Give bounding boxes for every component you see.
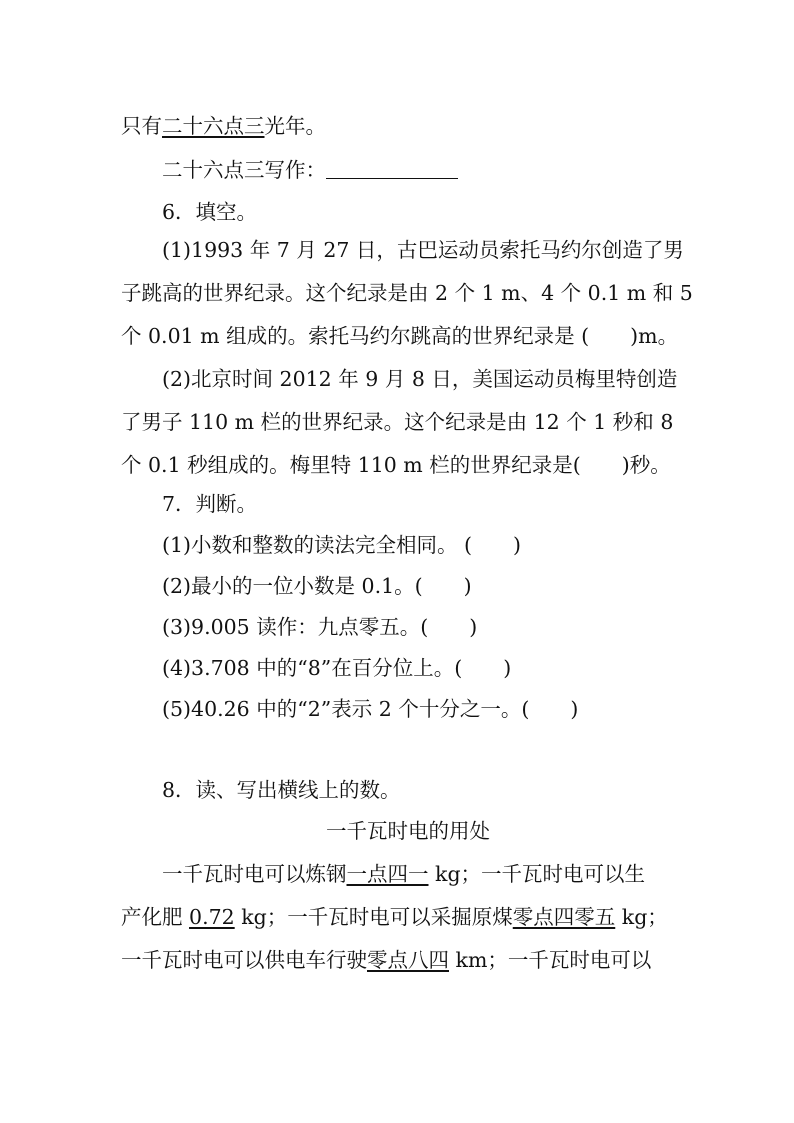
q7-item-2: (2)最小的一位小数是 0.1。( ) [162, 574, 472, 598]
q6-2-line-2: 了男子 110 m 栏的世界纪录。这个纪录是由 12 个 1 秒和 8 [121, 410, 674, 434]
passage-heading: 一千瓦时电的用处 [326, 819, 490, 843]
q6-1-line-2: 子跳高的世界纪录。这个纪录是由 2 个 1 m、4 个 0.1 m 和 5 [121, 281, 693, 305]
underlined-number: 0.72 [189, 905, 235, 929]
passage-line-3: 一千瓦时电可以供电车行驶零点八四 km；一千瓦时电可以 [121, 948, 652, 972]
q6-1-line-3: 个 0.01 m 组成的。索托马约尔跳高的世界纪录是 ( )m。 [121, 324, 679, 348]
q7-item-3: (3)9.005 读作：九点零五。( ) [162, 615, 478, 639]
q6-2-line-1: (2)北京时间 2012 年 9 月 8 日，美国运动员梅里特创造 [162, 367, 678, 391]
underlined-number: 零点四零五 [512, 905, 616, 929]
question-8-title: 8．读、写出横线上的数。 [162, 778, 401, 802]
question-6-title: 6．填空。 [162, 200, 258, 224]
answer-blank[interactable] [326, 158, 458, 179]
underlined-number: 零点八四 [367, 948, 449, 972]
q6-1-line-1: (1)1993 年 7 月 27 日，古巴运动员索托马约尔创造了男 [162, 238, 684, 262]
underlined-number: 一点四一 [346, 862, 429, 886]
passage-line-2: 产化肥 0.72 kg；一千瓦时电可以采掘原煤零点四零五 kg； [121, 905, 668, 929]
text-line: 只有二十六点三光年。 [121, 114, 326, 138]
q7-item-5: (5)40.26 中的“2”表示 2 个十分之一。( ) [162, 697, 579, 721]
q7-item-4: (4)3.708 中的“8”在百分位上。( ) [162, 656, 512, 680]
passage-line-1: 一千瓦时电可以炼钢一点四一 kg；一千瓦时电可以生 [162, 862, 646, 886]
q7-item-1: (1)小数和整数的读法完全相同。 ( ) [162, 533, 522, 557]
q6-2-line-3: 个 0.1 秒组成的。梅里特 110 m 栏的世界纪录是( )秒。 [121, 453, 671, 477]
underlined-number: 二十六点三 [162, 114, 265, 138]
text-line: 二十六点三写作： [162, 156, 458, 184]
question-7-title: 7．判断。 [162, 492, 258, 516]
